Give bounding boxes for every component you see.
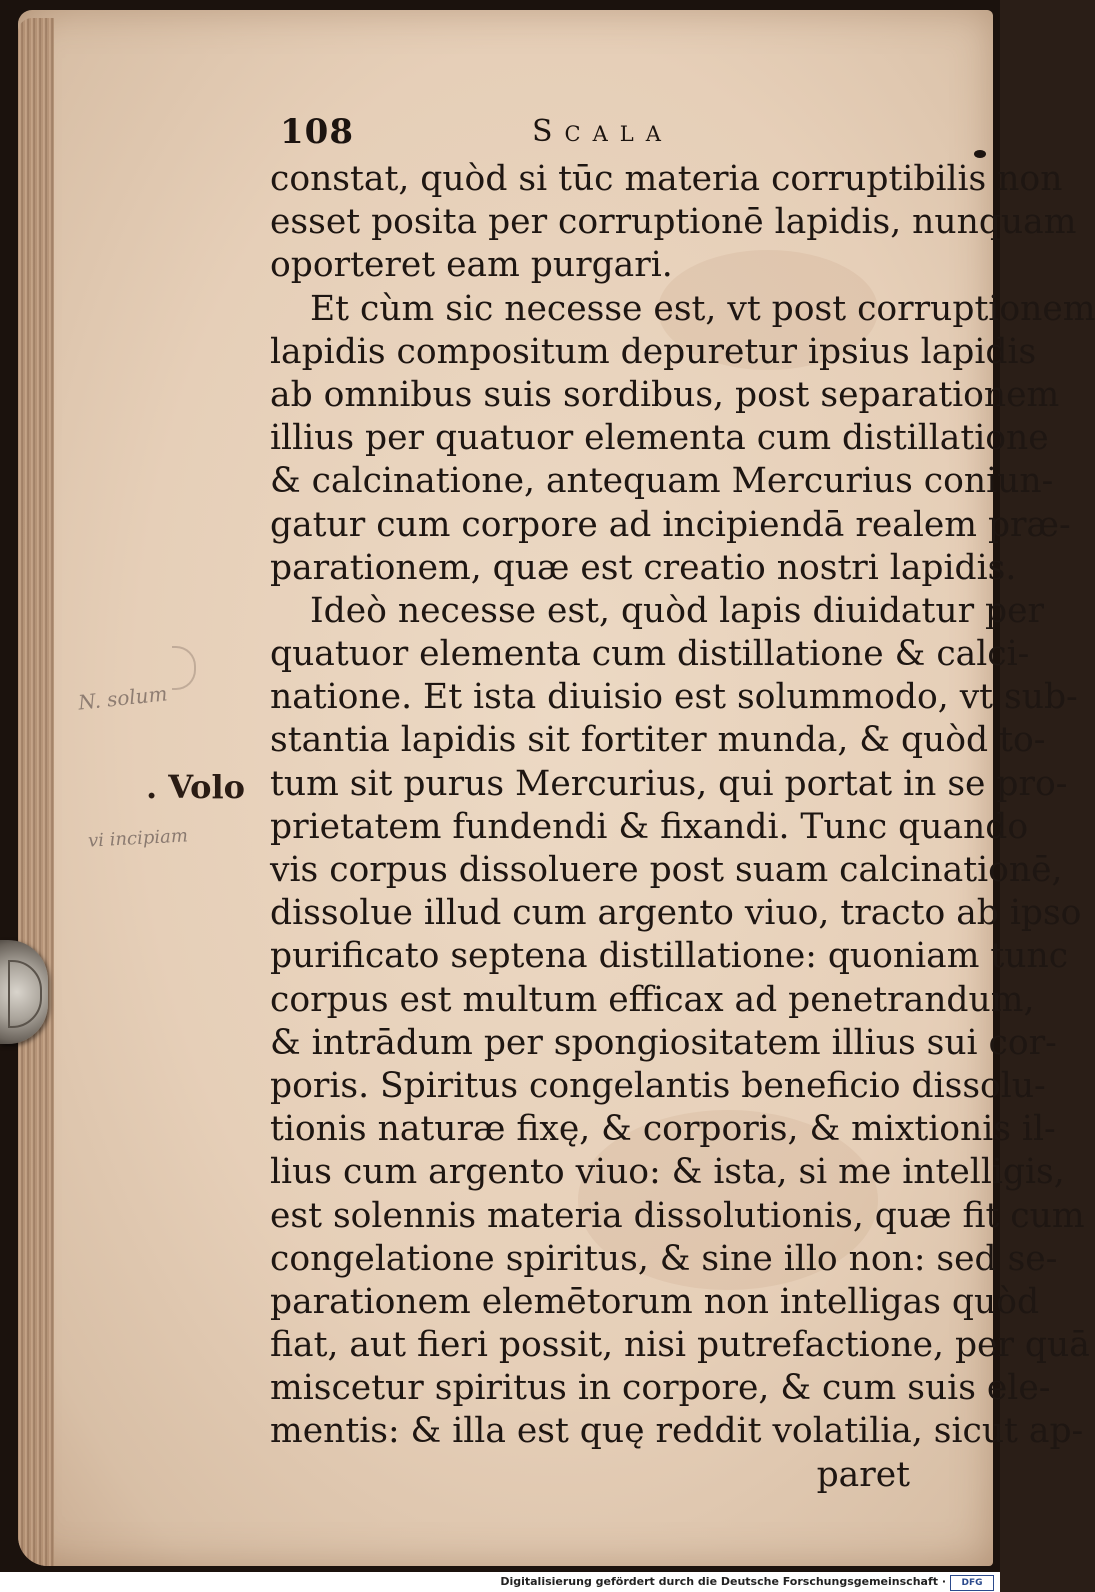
text-line: quatuor elementa cum distillatione & calci- — [270, 634, 1030, 675]
text-line: tionis naturæ fixę, & corporis, & mixtionis il- — [270, 1109, 1056, 1150]
marginal-note: vi incipiam — [87, 825, 189, 852]
footer-bar — [0, 1572, 1000, 1592]
text-line: parationem, quæ est creatio nostri lapidis. — [270, 547, 1017, 588]
text-line: natione. Et ista diuisio est solummodo, vt sub- — [270, 677, 1078, 718]
text-line: ab omnibus suis sordibus, post separationem — [270, 374, 1060, 415]
funding-credit: Digitalisierung gefördert durch die Deutsche Forschungsgemeinschaft · — [500, 1575, 946, 1588]
text-line: lius cum argento viuo: & ista, si me intelligis, — [270, 1152, 1065, 1193]
text-line: dissolue illud cum argento viuo, tracto ab ipso — [270, 893, 1082, 934]
text-line: fiat, aut fieri possit, nisi putrefactione, per quā — [270, 1325, 1090, 1366]
text-line: esset posita per corruptionē lapidis, nunquam — [270, 202, 1077, 243]
text-line: purificato septena distillatione: quoniam tunc — [270, 936, 1069, 977]
text-line: poris. Spiritus congelantis beneficio dissolu- — [270, 1065, 1046, 1106]
text-line: tum sit purus Mercurius, qui portat in se pro- — [270, 763, 1068, 804]
text-line: stantia lapidis sit fortiter munda, & quòd to- — [270, 720, 1046, 761]
running-head — [280, 112, 980, 156]
catchword: paret — [816, 1454, 910, 1495]
text-line: parationem elemētorum non intelligas quòd — [270, 1281, 1040, 1322]
text-line: prietatem fundendi & fixandi. Tunc quando — [270, 806, 1029, 847]
text-line: vis corpus dissoluere post suam calcinationē, — [270, 850, 1063, 890]
text-line: mentis: & illa est quę reddit volatilia, sicut ap- — [270, 1411, 1084, 1452]
dfg-logo: DFG — [950, 1575, 994, 1591]
text-line: gatur cum corpore ad incipiendā realem præ- — [270, 504, 1071, 545]
text-line: Et cùm sic necesse est, vt post corruptionem — [310, 288, 1095, 329]
text-line: constat, quòd si tūc materia corruptibilis non — [270, 159, 1063, 199]
text-line: miscetur spiritus in corpore, & cum suis ele- — [270, 1368, 1051, 1409]
text-line: corpus est multum efficax ad penetrandum, — [270, 979, 1035, 1020]
text-line: & calcinatione, antequam Mercurius coniun- — [270, 461, 1054, 502]
text-line: oporteret eam purgari. — [270, 245, 673, 286]
text-line: est solennis materia dissolutionis, quæ fit cum — [270, 1195, 1085, 1236]
page-title: Scala — [532, 114, 673, 149]
marginal-note: . Volo — [146, 768, 246, 806]
text-line: lapidis compositum depuretur ipsius lapidis — [270, 331, 1037, 372]
text-line: Ideò necesse est, quòd lapis diuidatur per — [310, 590, 1045, 631]
text-line: congelatione spiritus, & sine illo non: sed se- — [270, 1238, 1058, 1279]
body-text — [270, 158, 1095, 1497]
marginal-note: N. solum — [76, 681, 169, 715]
page-number: 108 — [280, 112, 354, 152]
page-edges — [18, 18, 54, 1566]
text-line: & intrādum per spongiositatem illius sui cor- — [270, 1022, 1057, 1063]
clasp-ring — [8, 960, 42, 1028]
text-line: illius per quatuor elementa cum distillatione — [270, 418, 1049, 459]
